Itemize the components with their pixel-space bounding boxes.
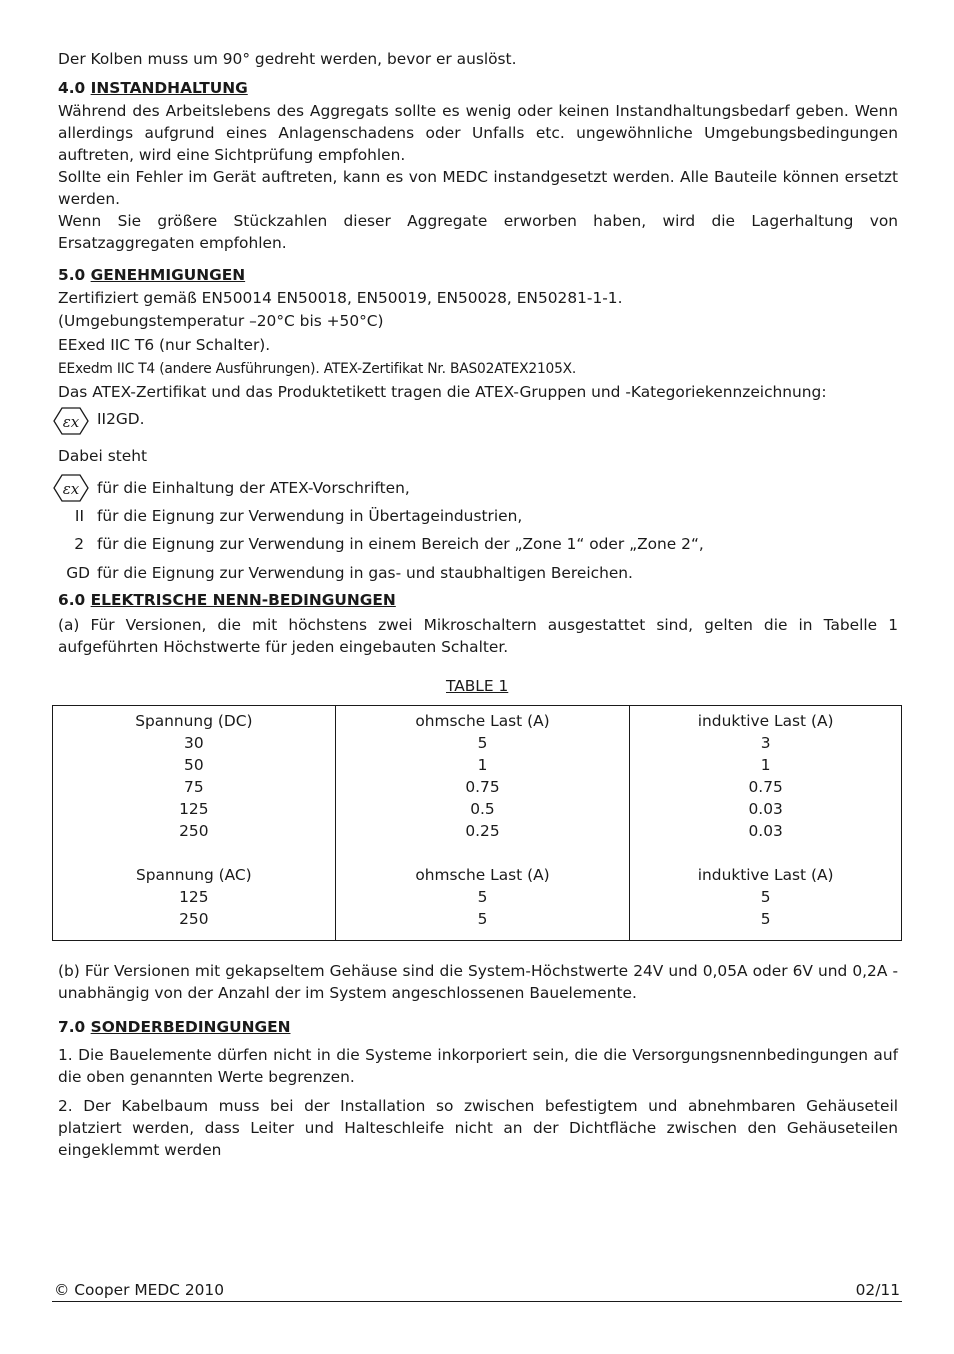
ex-hexagon-icon [52,473,90,503]
list-item-marker: 2 [74,535,84,553]
paragraph-a-text: (a) Für Versionen, die mit höchstens zwei Mikroschaltern ausgestattet sind, gelten die in Tabelle 1 aufgeführten Höchstwerte für jeden eingebauten Schalter. [58,616,898,656]
section-4-number: 4.0 [58,79,86,97]
table-cell: 125 [179,800,209,818]
certification-line: Zertifiziert gemäß EN50014 EN50018, EN50019, EN50028, EN50281-1-1. [58,289,623,307]
section-7-title: SONDERBEDINGUNGEN [90,1018,291,1036]
svg-text:εx: εx [62,480,80,498]
table-cell: 0.75 [748,778,783,796]
section-4-paragraph-2: Sollte ein Fehler im Gerät auftreten, kann es von MEDC instandgesetzt werden. Alle Bauteile können ersetzt werden. [58,168,898,208]
table-cell: 125 [179,888,209,906]
special-condition-1-text: 1. Die Bauelemente dürfen nicht in die Systeme inkorporiert sein, die die Versorgungsnennbedingungen auf die oben genannten Werte begrenzen. [58,1046,898,1086]
table-cell: 0.75 [465,778,500,796]
ambient-temperature-line: (Umgebungstemperatur –20°C bis +50°C) [58,312,384,330]
dc-resistive-header: ohmsche Last (A) [415,712,550,730]
atex-group-text: II2GD. [97,410,145,428]
list-item-text: für die Eignung zur Verwendung in einem Bereich der „Zone 1“ oder „Zone 2“, [97,535,704,553]
paragraph-b-text: (b) Für Versionen mit gekapseltem Gehäuse sind die System-Höchstwerte 24V und 0,05A oder 6V und 0,2A - unabhängig von der Anzahl der im System angeschlossenen Bauelemente. [58,962,898,1002]
eexedm-line: EExedm IIC T4 (andere Ausführungen). ATEX-Zertifikat Nr. BAS02ATEX2105X. [58,361,577,377]
table-cell: 1 [760,756,771,774]
list-item-marker: GD [66,564,90,582]
eexed-line: EExed IIC T6 (nur Schalter). [58,336,271,354]
table-row [53,706,902,941]
section-4-title: INSTANDHALTUNG [90,79,248,97]
section-4-heading [58,78,248,98]
section-5-heading [58,265,245,285]
section-4-paragraph-1: Während des Arbeitslebens des Aggregats sollte es wenig oder keinen Instandhaltungsbedarf geben. Wenn allerdings aufgrund eines Anlagenschadens oder Unfalls etc. ungewöhnliche Umgebungsbedingungen auftreten, wird eine Sichtprüfung empfohlen. [58,102,898,164]
list-item-text: für die Eignung zur Verwendung in Übertageindustrien, [97,507,523,525]
table-cell: 50 [184,756,204,774]
table-cell: 0.5 [470,800,495,818]
section-6-number: 6.0 [58,591,86,609]
table-cell: 0.25 [465,822,500,840]
table-cell: 5 [477,910,488,928]
table-cell: 5 [760,888,771,906]
table-cell: 5 [760,910,771,928]
special-condition-2-text: 2. Der Kabelbaum muss bei der Installation so zwischen befestigtem und abnehmbaren Gehäuseteil platziert werden, dass Leiter und Halteschleife nicht an der Dichtfläche zwischen den Gehäuseteilen eingeklemmt werden [58,1097,898,1159]
footer-page-number: 02/11 [855,1281,900,1299]
section-7-number: 7.0 [58,1018,86,1036]
special-condition-1 [58,1044,898,1088]
list-item-marker: II [74,507,84,525]
list-item-text: für die Eignung zur Verwendung in gas- und staubhaltigen Bereichen. [97,564,633,582]
section-5-number: 5.0 [58,266,86,284]
table-cell: 0.03 [748,822,783,840]
dc-inductive-header: induktive Last (A) [697,712,834,730]
special-condition-2 [58,1095,898,1161]
svg-text:εx: εx [62,413,80,431]
table-cell: 75 [184,778,204,796]
atex-marking-line: Das ATEX-Zertifikat und das Produktetikett tragen die ATEX-Gruppen und -Kategoriekennzeichnung: [58,383,827,401]
table-caption [446,676,508,696]
table-cell: 0.03 [748,800,783,818]
table-cell: 5 [477,734,488,752]
section-6-paragraph-a [58,614,898,658]
table-cell: 3 [760,734,771,752]
voltage-column [53,706,336,941]
resistive-load-column [335,706,630,941]
section-4-paragraph-3: Wenn Sie größere Stückzahlen dieser Aggregate erworben haben, wird die Lagerhaltung von Ersatzaggregaten empfohlen. [58,212,898,252]
footer-copyright: © Cooper MEDC 2010 [54,1281,224,1299]
inductive-load-column [630,706,902,941]
table-cell: 5 [477,888,488,906]
ratings-table [52,705,902,941]
ac-voltage-header: Spannung (AC) [136,866,252,884]
table-cell: 250 [179,822,209,840]
dc-voltage-header: Spannung (DC) [135,712,253,730]
table-cell: 30 [184,734,204,752]
intro-text: Der Kolben muss um 90° gedreht werden, bevor er auslöst. [58,50,517,68]
table-cell: 250 [179,910,209,928]
list-item-text: für die Einhaltung der ATEX-Vorschriften, [97,479,410,497]
section-6-title: ELEKTRISCHE NENN-BEDINGUNGEN [90,591,396,609]
table-cell: 1 [477,756,488,774]
table-caption-text: TABLE 1 [446,677,509,695]
section-4-body [58,100,898,254]
section-6-heading [58,590,396,610]
section-7-heading [58,1017,290,1037]
ac-resistive-header: ohmsche Last (A) [415,866,550,884]
section-6-paragraph-b [58,960,898,1004]
footer-divider [52,1301,902,1302]
dabei-steht-text: Dabei steht [58,447,147,465]
ac-inductive-header: induktive Last (A) [697,866,834,884]
ex-hexagon-icon [52,406,90,436]
section-5-title: GENEHMIGUNGEN [90,266,246,284]
